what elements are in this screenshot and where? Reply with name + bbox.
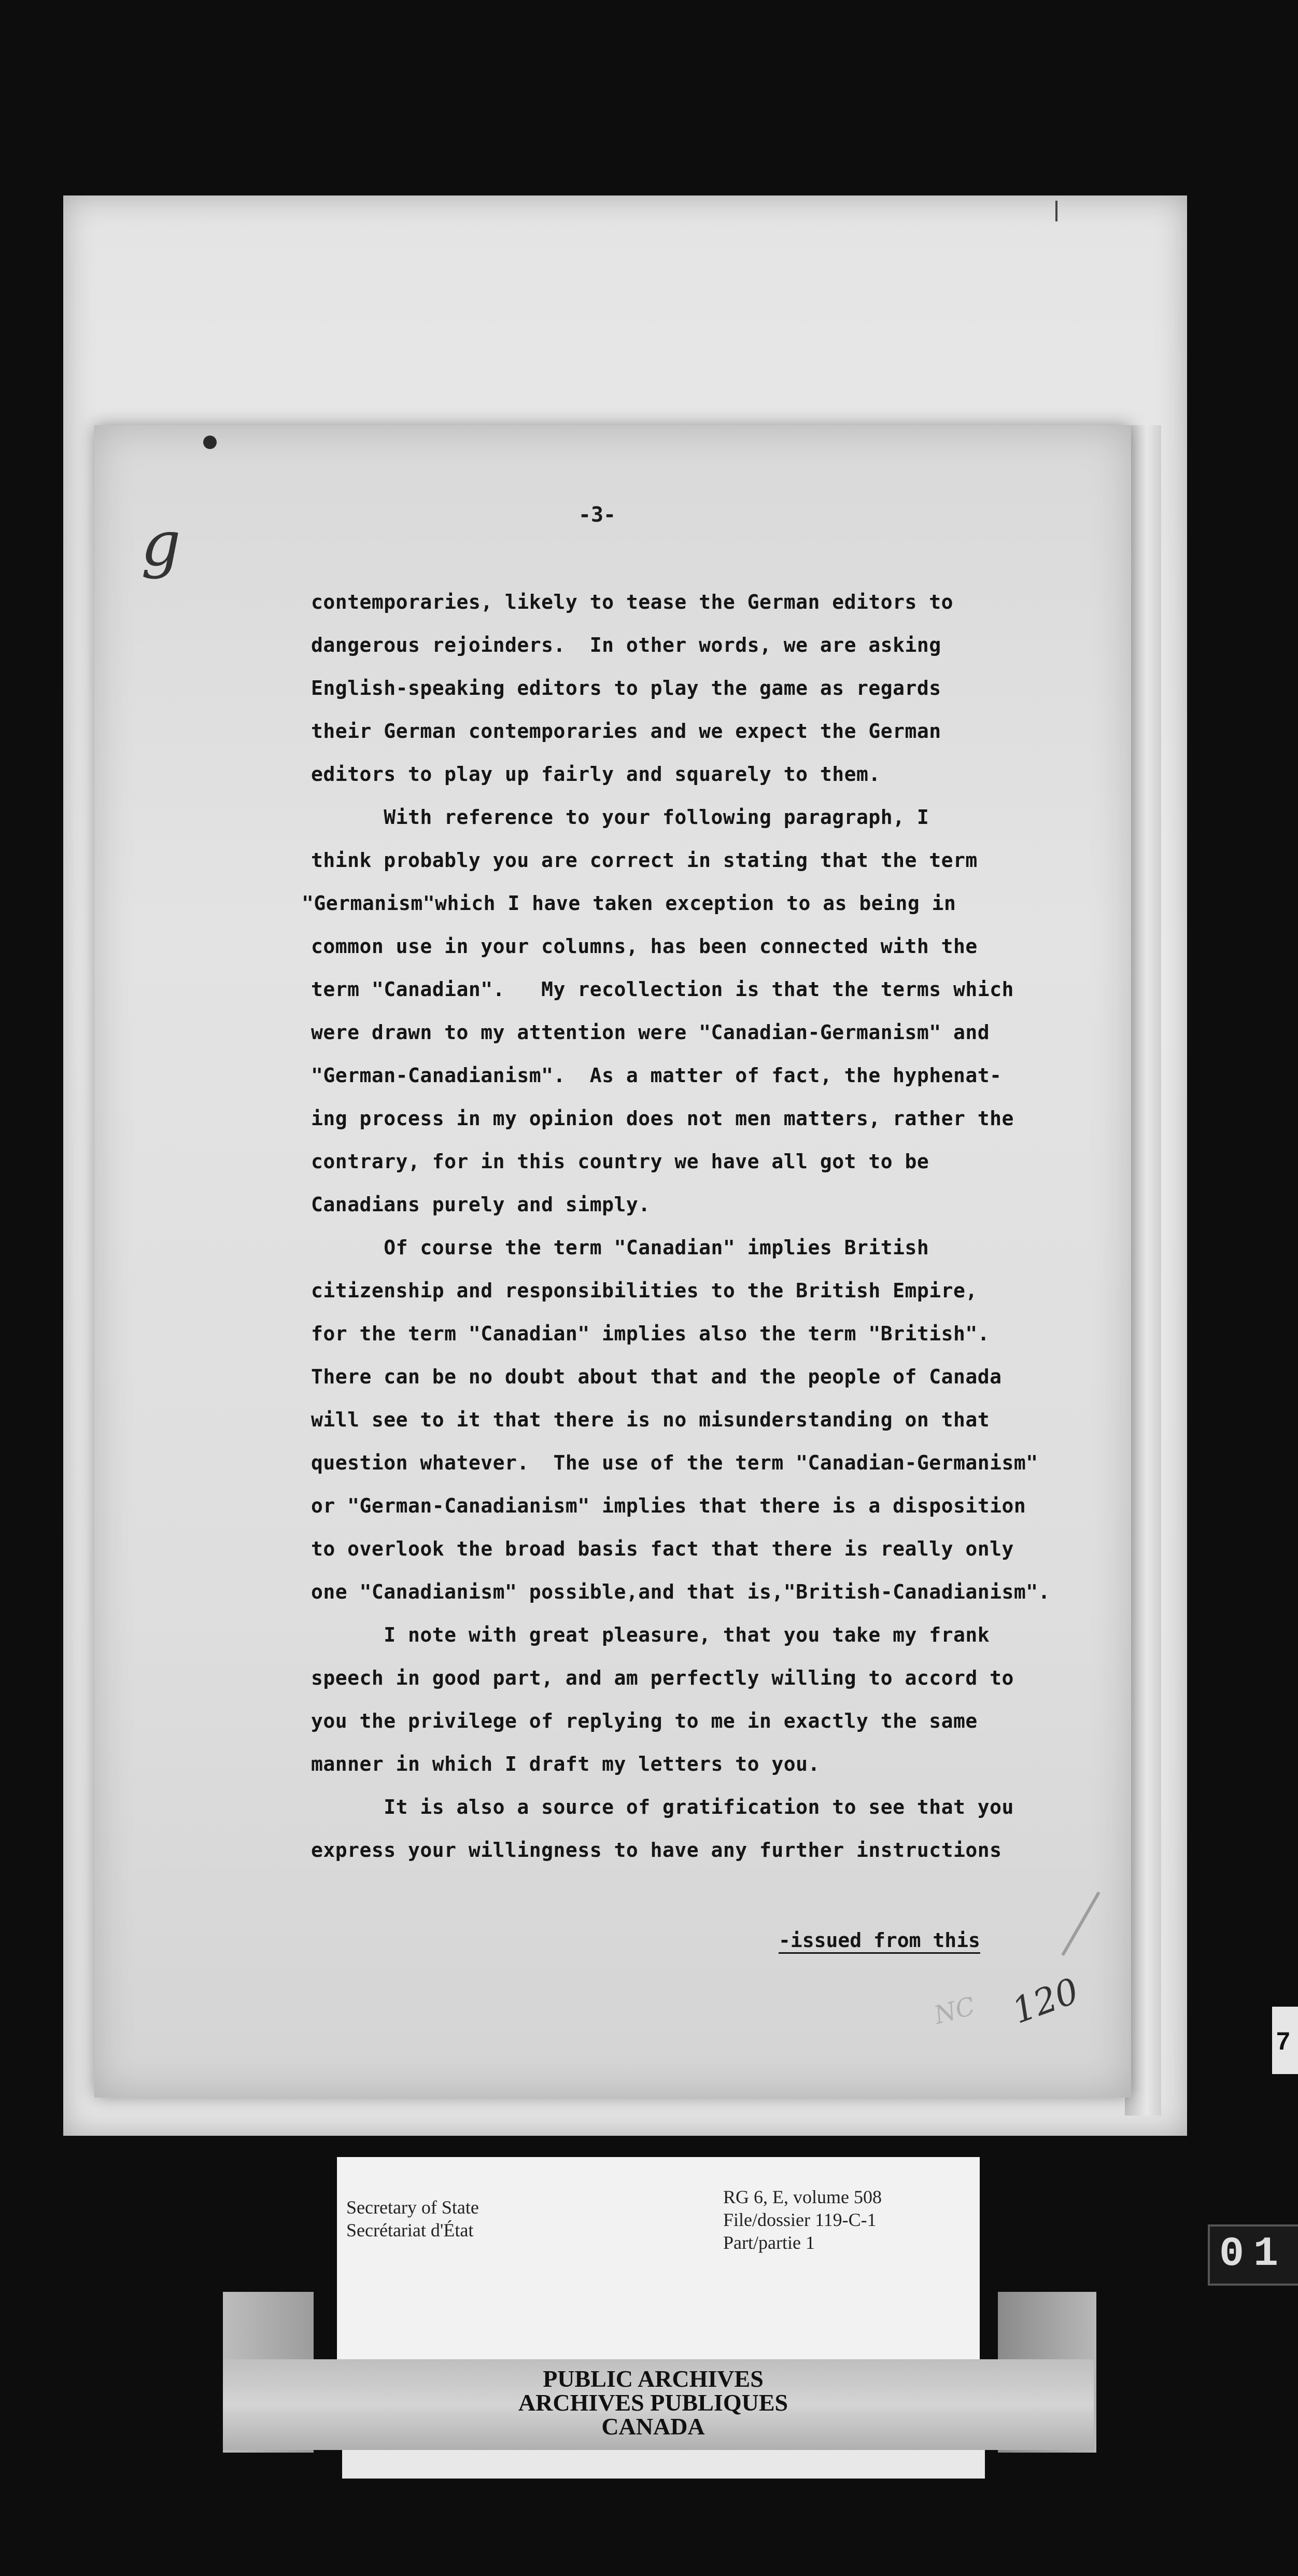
punch-hole [203, 436, 217, 449]
text-line: I note with great pleasure, that you take my frank [311, 1623, 990, 1646]
pen-stroke [1061, 1892, 1100, 1956]
label-line: File/dossier 119-C-1 [723, 2209, 877, 2230]
text-line: With reference to your following paragraph, I [311, 806, 929, 829]
margin-mark: g [141, 508, 181, 580]
text-line: were drawn to my attention were "Canadian-Germanism" and [311, 1021, 990, 1044]
text-line: express your willingness to have any further instructions [311, 1839, 1002, 1861]
folio-number: 120 [1007, 1970, 1084, 2032]
label-line: Secrétariat d'État [346, 2220, 474, 2241]
stamp-line: CANADA [601, 2413, 705, 2440]
text-line: Canadians purely and simply. [311, 1193, 651, 1216]
text-line: term "Canadian". My recollection is that the terms which [311, 978, 1014, 1001]
text-line: question whatever. The use of the term "Canadian-Germanism" [311, 1451, 1038, 1474]
text-line: to overlook the broad basis fact that there is really only [311, 1537, 1014, 1560]
label-line: Secretary of State [346, 2197, 479, 2218]
text-line: common use in your columns, has been connected with the [311, 935, 978, 958]
edge-tab-label: 7 [1276, 2028, 1290, 2055]
archive-stamp [394, 2367, 912, 2439]
stamp-line: ARCHIVES PUBLIQUES [518, 2389, 788, 2416]
label-line: Part/partie 1 [723, 2232, 815, 2253]
text-line: for the term "Canadian" implies also the term "British". [311, 1322, 990, 1345]
text-line: There can be no doubt about that and the people of Canada [311, 1365, 1002, 1388]
text-line: speech in good part, and am perfectly willing to accord to [311, 1667, 1014, 1689]
band-strip [342, 2450, 985, 2479]
page-number: -3- [578, 503, 616, 527]
text-line: It is also a source of gratification to see that you [311, 1796, 1014, 1818]
text-line: "Germanism"which I have taken exception to as being in [302, 892, 956, 915]
letter-body [302, 581, 1099, 1872]
text-line: one "Canadianism" possible,and that is,"British-Canadianism". [311, 1580, 1051, 1603]
text-line: English-speaking editors to play the game as regards [311, 677, 941, 699]
corner-mark [1055, 201, 1057, 221]
text-line: ing process in my opinion does not men matters, rather the [311, 1107, 1014, 1130]
text-line: citizenship and responsibilities to the British Empire, [311, 1279, 978, 1302]
text-line: manner in which I draft my letters to you. [311, 1753, 820, 1775]
text-line: think probably you are correct in stating that the term [311, 849, 978, 872]
text-line: or "German-Canadianism" implies that there is a disposition [311, 1494, 1026, 1517]
edge-tab [1272, 2007, 1298, 2074]
text-line: contemporaries, likely to tease the German editors to [311, 591, 954, 613]
text-line: editors to play up fairly and squarely to them. [311, 763, 881, 786]
frame-counter-value: 01 [1219, 2231, 1288, 2278]
stamp-line: PUBLIC ARCHIVES [543, 2365, 764, 2392]
text-line: will see to it that there is no misunderstanding on that [311, 1408, 990, 1431]
faint-annotation: NC [931, 1991, 978, 2031]
label-department [346, 2196, 479, 2242]
text-line: their German contemporaries and we expect the German [311, 720, 941, 743]
continuation-line: -issued from this [779, 1929, 980, 1952]
text-line: "German-Canadianism". As a matter of fact, the hyphenat- [311, 1064, 1002, 1087]
label-line: RG 6, E, volume 508 [723, 2187, 882, 2207]
text-line: Of course the term "Canadian" implies British [311, 1236, 929, 1259]
document-page [94, 425, 1131, 2097]
text-line: contrary, for in this country we have all got to be [311, 1150, 929, 1173]
label-reference [723, 2186, 882, 2254]
text-line: dangerous rejoinders. In other words, we are asking [311, 634, 941, 656]
frame-counter [1208, 2224, 1298, 2286]
text-line: you the privilege of replying to me in exactly the same [311, 1710, 978, 1732]
